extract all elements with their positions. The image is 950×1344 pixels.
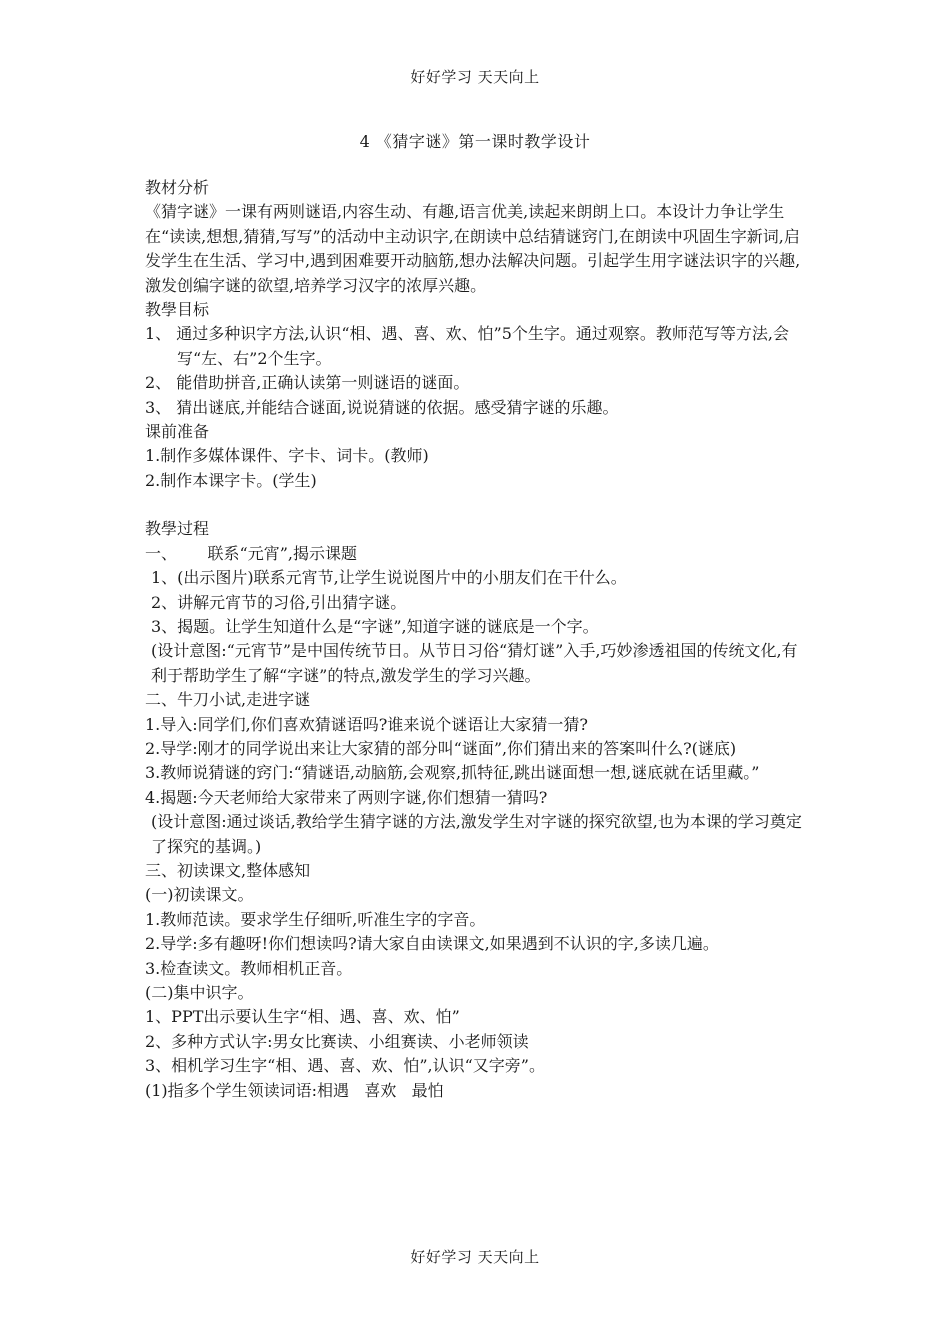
document-body (145, 176, 810, 1103)
step-item: (1)指多个学生领读词语:相遇 喜欢 最怕 (145, 1080, 444, 1100)
step-item: 2.导学:刚才的同学说出来让大家猜的部分叫“谜面”,你们猜出来的答案叫什么?(谜底) (145, 738, 737, 758)
goal-item: 3、 猜出谜底,并能结合谜面,说说猜谜的依据。感受猜字谜的乐趣。 (145, 397, 619, 417)
design-note: (设计意图:通过谈话,教给学生猜字谜的方法,激发学生对字谜的探究欲望,也为本课的学习奠定了探究的基调。) (151, 812, 802, 856)
step-item: 2、讲解元宵节的习俗,引出猜字谜。 (151, 592, 407, 612)
sub-heading: (一)初读课文。 (145, 885, 254, 905)
section-heading: 教學目标 (145, 300, 210, 320)
step-item: 4.揭题:今天老师给大家带来了两则字谜,你们想猜一猜吗? (145, 787, 548, 807)
step-item: 2.导学:多有趣呀!你们想读吗?请大家自由读课文,如果遇到不认识的字,多读几遍。 (145, 934, 719, 954)
goal-item: 1、 通过多种识字方法,认识“相、遇、喜、欢、怕”5个生字。通过观察。教师范写等方法,会写“左、右”2个生字。 (145, 324, 789, 368)
section-heading: 课前准备 (145, 422, 210, 442)
page-header: 好好学习 天天向上 (410, 68, 540, 86)
goal-item: 2、 能借助拼音,正确认读第一则谜语的谜面。 (145, 373, 470, 393)
sub-heading: (二)集中识字。 (145, 983, 254, 1002)
step-item: 3、相机学习生字“相、遇、喜、欢、怕”,认识“又字旁”。 (145, 1056, 545, 1076)
prep-item: 1.制作多媒体课件、字卡、词卡。(教师) (145, 446, 429, 466)
section-heading: 教學过程 (145, 519, 210, 539)
page-footer: 好好学习 天天向上 (410, 1248, 540, 1266)
step-item: 1.导入:同学们,你们喜欢猜谜语吗?谁来说个谜语让大家猜一猜? (145, 714, 588, 734)
step-heading: 二、牛刀小试,走进字谜 (145, 690, 311, 710)
step-item: 3.教师说猜谜的窍门:“猜谜语,动脑筋,会观察,抓特征,跳出谜面想一想,谜底就在话里藏。” (145, 763, 760, 783)
design-note: (设计意图:“元宵节”是中国传统节日。从节日习俗“猜灯谜”入手,巧妙渗透祖国的传统文化,有利于帮助学生了解“字谜”的特点,激发学生的学习兴趣。 (151, 641, 798, 685)
step-item: 1.教师范读。要求学生仔细听,听准生字的字音。 (145, 909, 486, 929)
prep-item: 2.制作本课字卡。(学生) (145, 470, 317, 490)
step-heading: 三、初读课文,整体感知 (145, 860, 311, 880)
step-item: 1、(出示图片)联系元宵节,让学生说说图片中的小朋友们在干什么。 (151, 568, 627, 588)
document-title: 4 《猜字谜》第一课时教学设计 (359, 132, 591, 151)
step-item: 3、揭题。让学生知道什么是“字谜”,知道字谜的谜底是一个字。 (151, 616, 599, 636)
step-heading: 一、 联系“元宵”,揭示课题 (145, 543, 357, 563)
step-item: 1、PPT出示要认生字“相、遇、喜、欢、怕” (145, 1007, 460, 1027)
step-item: 2、多种方式认字:男女比赛读、小组赛读、小老师领读 (145, 1031, 529, 1051)
spacer (145, 493, 810, 517)
section-heading: 教材分析 (145, 178, 210, 197)
paragraph: 《猜字谜》一课有两则谜语,内容生动、有趣,语言优美,读起来朗朗上口。本设计力争让学生在“读读,想想,猜猜,写写”的活动中主动识字,在朗读中总结猜谜窍门,在朗读中巩固生字新词,启发学生在生活、学习中,遇到困难要开动脑筋,想办法解决问题。引起学生用字谜法识字的兴趣,激发创编字谜的欲望,培养学习汉字的浓厚兴趣。 (145, 202, 801, 295)
step-item: 3.检查读文。教师相机正音。 (145, 958, 353, 978)
